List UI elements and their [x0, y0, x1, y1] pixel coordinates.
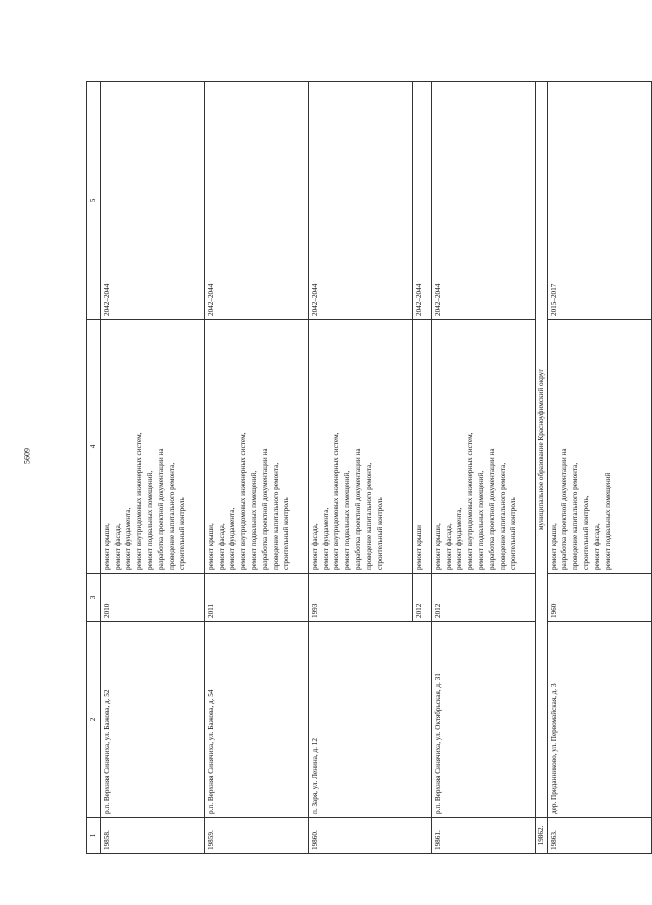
row-number: 19861.: [431, 818, 535, 854]
table-row: [308, 82, 412, 854]
work-item: ремонт внутридомовых инженерных систем,: [332, 432, 341, 570]
address-cell: р.п. Верхняя Синячиха, ул. Бажова, д. 54: [204, 622, 308, 818]
rotated-table-container: [86, 82, 612, 854]
table-row: [547, 82, 651, 854]
work-item: разработка проектной документации на: [560, 448, 569, 570]
works-cell: [412, 320, 431, 574]
work-item: ремонт подвальных помещений,: [343, 470, 352, 570]
year-cell: 1993: [308, 574, 412, 622]
work-item: разработка проектной документации на: [260, 448, 269, 570]
work-item: строительный контроль: [178, 497, 187, 570]
period-cell: 2042–2044: [204, 82, 308, 320]
work-item: проведение капитального ремонта,: [364, 462, 373, 570]
row-number: 19858.: [100, 818, 204, 854]
work-item: ремонт крыши,: [433, 523, 442, 570]
works-cell: [431, 320, 535, 574]
work-item: проведение капитального ремонта,: [571, 462, 580, 570]
work-item: ремонт внутридомовых инженерных систем,: [135, 432, 144, 570]
column-header: 3: [87, 574, 101, 622]
work-item: ремонт фундамента,: [124, 507, 133, 570]
work-item: ремонт фундамента,: [228, 507, 237, 570]
table-row: [204, 82, 308, 854]
works-cell: [547, 320, 651, 574]
work-item: ремонт подвальных помещений,: [145, 470, 154, 570]
work-item: ремонт подвальных помещений,: [249, 470, 258, 570]
work-item: ремонт подвальных помещений,: [476, 470, 485, 570]
work-item: ремонт внутридомовых инженерных систем,: [466, 432, 475, 570]
work-item: ремонт крыши,: [206, 523, 215, 570]
address-cell: р.п. Верхняя Синячиха, ул. Бажова, д. 52: [100, 622, 204, 818]
work-item: проведение капитального ремонта,: [498, 462, 507, 570]
work-item: ремонт внутридомовых инженерных систем,: [239, 432, 248, 570]
row-number: 19863.: [547, 818, 651, 854]
work-item: разработка проектной документации на: [156, 448, 165, 570]
year-cell: 2012: [431, 574, 535, 622]
period-cell: 2042–2044: [308, 82, 412, 320]
column-number-row: [87, 82, 101, 854]
work-item: ремонт крыши,: [102, 523, 111, 570]
section-row: [535, 82, 547, 854]
work-item: ремонт фасада,: [310, 523, 319, 570]
row-number: 19862.: [535, 818, 547, 854]
works-cell: [204, 320, 308, 574]
repair-table: [86, 81, 652, 854]
column-header: 5: [87, 82, 101, 320]
table-row: [100, 82, 204, 854]
column-header: 2: [87, 622, 101, 818]
period-cell: 2042–2044: [100, 82, 204, 320]
work-item: ремонт крыши: [414, 524, 423, 570]
works-cell: [100, 320, 204, 574]
work-item: строительный контроль,: [581, 495, 590, 570]
work-item: ремонт фундамента,: [455, 507, 464, 570]
column-header: 1: [87, 818, 101, 854]
page-number: 5609: [22, 448, 32, 464]
address-cell: р.п. Верхняя Синячиха, ул. Октябрьская, д. 31: [431, 622, 535, 818]
work-item: ремонт фасада,: [113, 523, 122, 570]
work-item: ремонт крыши,: [549, 523, 558, 570]
work-item: проведение капитального ремонта,: [167, 462, 176, 570]
table-row: [431, 82, 535, 854]
work-item: ремонт фасада,: [592, 523, 601, 570]
row-number: 19860.: [308, 818, 431, 854]
period-cell: 2042–2044: [412, 82, 431, 320]
work-item: разработка проектной документации на: [487, 448, 496, 570]
address-cell: п. Заря, ул. Ленина, д. 12: [308, 622, 431, 818]
row-number: 19859.: [204, 818, 308, 854]
work-item: ремонт фасада,: [217, 523, 226, 570]
period-cell: 2015–2017: [547, 82, 651, 320]
year-cell: 1960: [547, 574, 651, 622]
works-cell: [308, 320, 412, 574]
work-item: строительный контроль: [375, 497, 384, 570]
work-item: разработка проектной документации на: [353, 448, 362, 570]
work-item: ремонт фундамента,: [321, 507, 330, 570]
work-item: ремонт фасада,: [444, 523, 453, 570]
work-item: строительный контроль: [282, 497, 291, 570]
work-item: проведение капитального ремонта,: [271, 462, 280, 570]
column-header: 4: [87, 320, 101, 574]
work-item: ремонт подвальных помещений: [603, 472, 612, 570]
address-cell: дер. Приданниково, ул. Первомайская, д. 3: [547, 622, 651, 818]
year-cell: 2012: [412, 574, 431, 622]
period-cell: 2042–2044: [431, 82, 535, 320]
section-title: муниципальное образование Красноуфимский округ: [535, 82, 547, 818]
table-stage: [86, 82, 612, 854]
year-cell: 2010: [100, 574, 204, 622]
work-item: строительный контроль: [509, 497, 518, 570]
year-cell: 2011: [204, 574, 308, 622]
